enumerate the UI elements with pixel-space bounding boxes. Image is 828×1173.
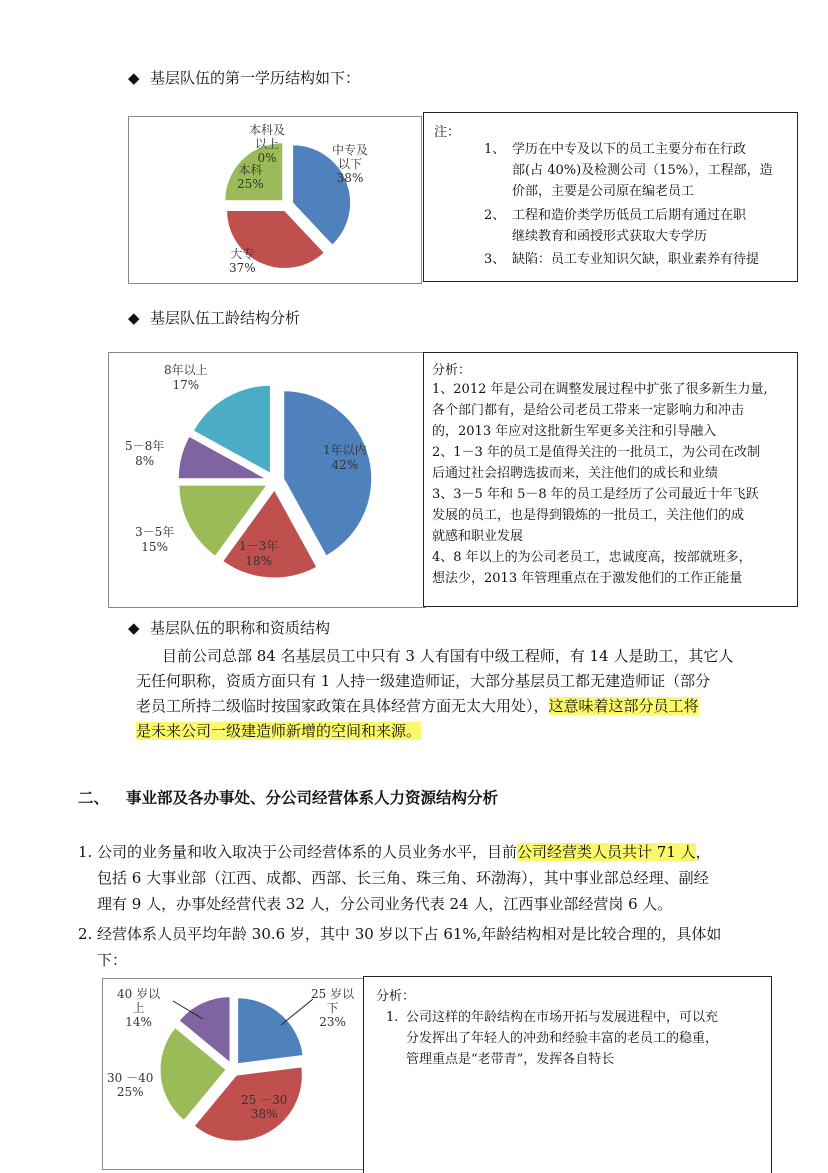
age-label-30to40: 30 －40 25%	[107, 1071, 154, 1099]
tenure-heading-text: 基层队伍工龄结构分析	[150, 309, 301, 327]
age-label-under25: 25 岁以 下 23%	[311, 987, 355, 1029]
tenure-label-8plus: 8年以上 17%	[164, 363, 208, 392]
edu-heading	[128, 68, 360, 88]
tenure-label-3to5: 3－5年 15%	[135, 525, 175, 554]
item1-line1: 公司的业务量和收入取决于公司经营体系的人员业务水平，目前公司经营类人员共计 71 人，	[97, 843, 711, 861]
highlight-text: 是未来公司一级建造师新增的空间和来源。	[136, 722, 422, 740]
edu-label-bachelor-plus: 本科及 以上 0%	[249, 123, 286, 165]
diamond-bullet-icon: ◆	[128, 619, 140, 637]
part2-title: 事业部及各办事处、分公司经营体系人力资源结构分析	[126, 788, 499, 807]
age-note-box: 分析： 1. 公司这样的年龄结构在市场开拓与发展进程中，可以充 分发挥出了年轻人的冲劲和经验丰富的老员工的稳重， 管理重点是“老带青”，发挥各自特长	[363, 976, 772, 1173]
edu-pie-chart	[128, 116, 422, 284]
titles-paragraph: 目前公司总部 84 名基层员工中只有 3 人有国有中级工程师，有 14 人是助工，其它人 无任何职称，资质方面只有 1 人持一级建造师证，大部分基层员工都无建造师证（部分 老员工所持二级临时按国家政策在具体经营方面无太大用处），这意味着这部分员工将 是未来公司一级建造师新增的空间和来源。	[136, 647, 734, 740]
edu-heading-text: 基层队伍的第一学历结构如下：	[150, 69, 361, 87]
edu-note-title: 注：	[434, 125, 461, 140]
item2-line1: 经营体系人员平均年龄 30.6 岁，其中 30 岁以下占 61%,年龄结构相对是比较合理的，具体如	[97, 925, 722, 943]
tenure-note-title: 分析：	[432, 363, 472, 378]
titles-heading	[128, 618, 330, 638]
edu-label-bachelor: 本科 25%	[237, 163, 264, 191]
tenure-label-5to8: 5－8年 8%	[125, 439, 165, 468]
age-pie-chart	[102, 978, 366, 1170]
age-note-title: 分析：	[376, 989, 416, 1004]
tenure-note-body: 1、2012 年是公司在调整发展过程中扩张了很多新生力量, 各个部门都有，是给公司老员工带来一定影响力和冲击 的，2013 年应对这批新生军更多关注和引导融入 2、1－3 年的员工是值得关注的一批员工，为公司在改制 后通过社会招聘选拔而来，关注他们的成长和业绩 3、3－5 年和 5－8 年的员工是经历了公司最近十年飞跃 发展的员工，也是得到锻炼的一批员工，关注他们的成 就感和职业发展 4、8 年以上的为公司老员工，忠诚度高，按部就班多， 想法少，2013 年管理重点在于激发他们的工作正能量	[432, 382, 768, 586]
item1-line2: 包括 6 大事业部（江西、成都、西部、长三角、珠三角、环渤海），其中事业部总经理、副经	[97, 869, 709, 887]
highlight-text: 这意味着这部分员工将	[548, 697, 699, 715]
item2-number: 2.	[78, 925, 93, 943]
item2-line2: 下：	[97, 951, 128, 969]
part2-number: 二、	[78, 788, 110, 807]
tenure-note-box	[423, 352, 798, 607]
tenure-heading	[128, 308, 300, 328]
edu-label-secondary: 中专及 以下 38%	[332, 143, 369, 185]
edu-label-college: 大专 37%	[229, 247, 256, 275]
tenure-label-1to3: 1－3年 18%	[239, 539, 279, 568]
pie-slice-under25	[238, 998, 303, 1064]
diamond-bullet-icon: ◆	[128, 69, 140, 87]
edu-note-box: 注： 1、 学历在中专及以下的员工主要分布在行政 部(占 40%)及检测公司（15%），工程部，造 价部，主要是公司原在编老员工 2、 工程和造价类学历低员工后期有通过在职 继续教育和函授形式获取大专学历 3、 缺陷：员工专业知识欠缺，职业素养有待提	[423, 112, 798, 282]
tenure-label-under1: 1年以内 42%	[323, 443, 367, 472]
diamond-bullet-icon: ◆	[128, 309, 140, 327]
age-label-40plus: 40 岁以 上 14%	[117, 987, 161, 1029]
highlight-text: 公司经营类人员共计 71 人	[517, 843, 696, 861]
item1-line3: 理有 9 人，办事处经营代表 32 人，分公司业务代表 24 人，江西事业部经营岗 6 人。	[97, 895, 673, 913]
tenure-pie-chart	[108, 352, 426, 608]
leader-line-under25	[281, 999, 313, 1025]
item1-number: 1.	[78, 843, 93, 861]
age-label-25to30: 25 －30 38%	[241, 1093, 288, 1121]
titles-heading-text: 基层队伍的职称和资质结构	[150, 619, 331, 637]
